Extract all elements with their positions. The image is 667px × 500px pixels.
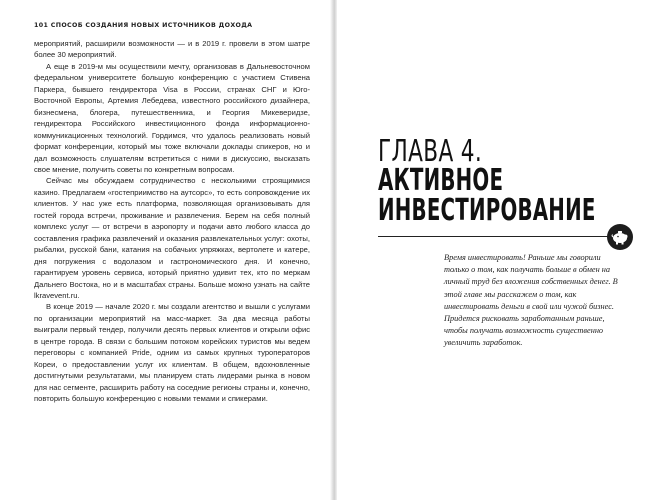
paragraph: В конце 2019 — начале 2020 г. мы создали агентство и вышли с услугами по организации мероприятий на масс-маркет. За два месяца работы выиграли первый тендер, получили десять первых клиентов и открыли офис в центре города. В связи с большим потоком корейских туристов мы ведем переговоры с компанией Pride, одним из самых крупных туроператоров Кореи, о предоставлении услуг их клиентам. В общем, вдохновленные достигнутыми результатами, мы планируем стать лидерами рынка в новом для нас сегменте, расширить работу на соседние регионы страны и, конечно, повторить большую конференцию с новыми темами и спикерами.	[34, 302, 310, 404]
chapter-title-line: ИНВЕСТИРОВАНИЕ	[378, 193, 596, 228]
piggy-bank-icon	[607, 224, 633, 250]
paragraph: мероприятий, расширили возможности — и в 2019 г. провели в этом шатре более 30 мероприятий.	[34, 39, 310, 60]
paragraph: Сейчас мы обсуждаем сотрудничество с несколькими строящимися казино. Предлагаем «гостеприимство на аутсорс», то есть сопровождение их клиентов. У нас уже есть платформа, позволяющая организовывать для гостей города встречи, проживание и развлечения. Берем на себя полный комплекс услуг — от встречи в аэропорту и подачи авто любого класса до составления графика развлечений и оказания развлекательных услуг: охоты, рыбалки, русской бани, катания на собачьих упряжках, вертолете и катере, дня погружения с водолазом и гастрономического дня. И конечно, гарантируем уровень сервиса, который приятно удивит тех, кто по меркам Дальнего Востока, но и в масштабах страны. Больше можно узнать на сайте lkravevent.ru.	[34, 176, 310, 300]
left-page-body	[34, 38, 310, 405]
chapter-intro	[444, 252, 620, 350]
chapter-title-line: АКТИВНОЕ	[378, 163, 504, 198]
paragraph: А еще в 2019-м мы осуществили мечту, организовав в Дальневосточном федеральном университете большую конференцию с участием Стивена Паркера, бывшего гендиректора Visa в России, странах СНГ и Юго-Восточной Европы, Артемия Лебедева, известного российского дизайнера, бизнесмена, блогера, путешественника, и Георгия Микеверидзе, гендиректора Российского инвестиционного фонда информационно-коммуникационных технологий. Гордимся, что удалось реализовать новый формат конференции, который мы тоже включали доклады спикеров, но и дал возможность слушателям встретиться с ними в дискуссию, высказать свое мнение, получить советы по конкретным вопросам.	[34, 61, 310, 174]
chapter-divider	[378, 236, 609, 237]
chapter-title	[378, 163, 596, 228]
right-page	[337, 0, 667, 500]
chapter-number: ГЛАВА 4.	[378, 134, 483, 169]
intro-paragraph: Время инвестировать! Раньше мы говорили только о том, как получать больше в обмен на личный труд без вложения собственных денег. В этой главе мы расскажем о том, как инвестировать деньги в свой или чужой бизнес. Придется рисковать заработанным раньше, чтобы получать возможность существенно увеличить заработок.	[444, 253, 618, 348]
running-head: 101 СПОСОБ СОЗДАНИЯ НОВЫХ ИСТОЧНИКОВ ДОХОДА	[34, 22, 253, 29]
